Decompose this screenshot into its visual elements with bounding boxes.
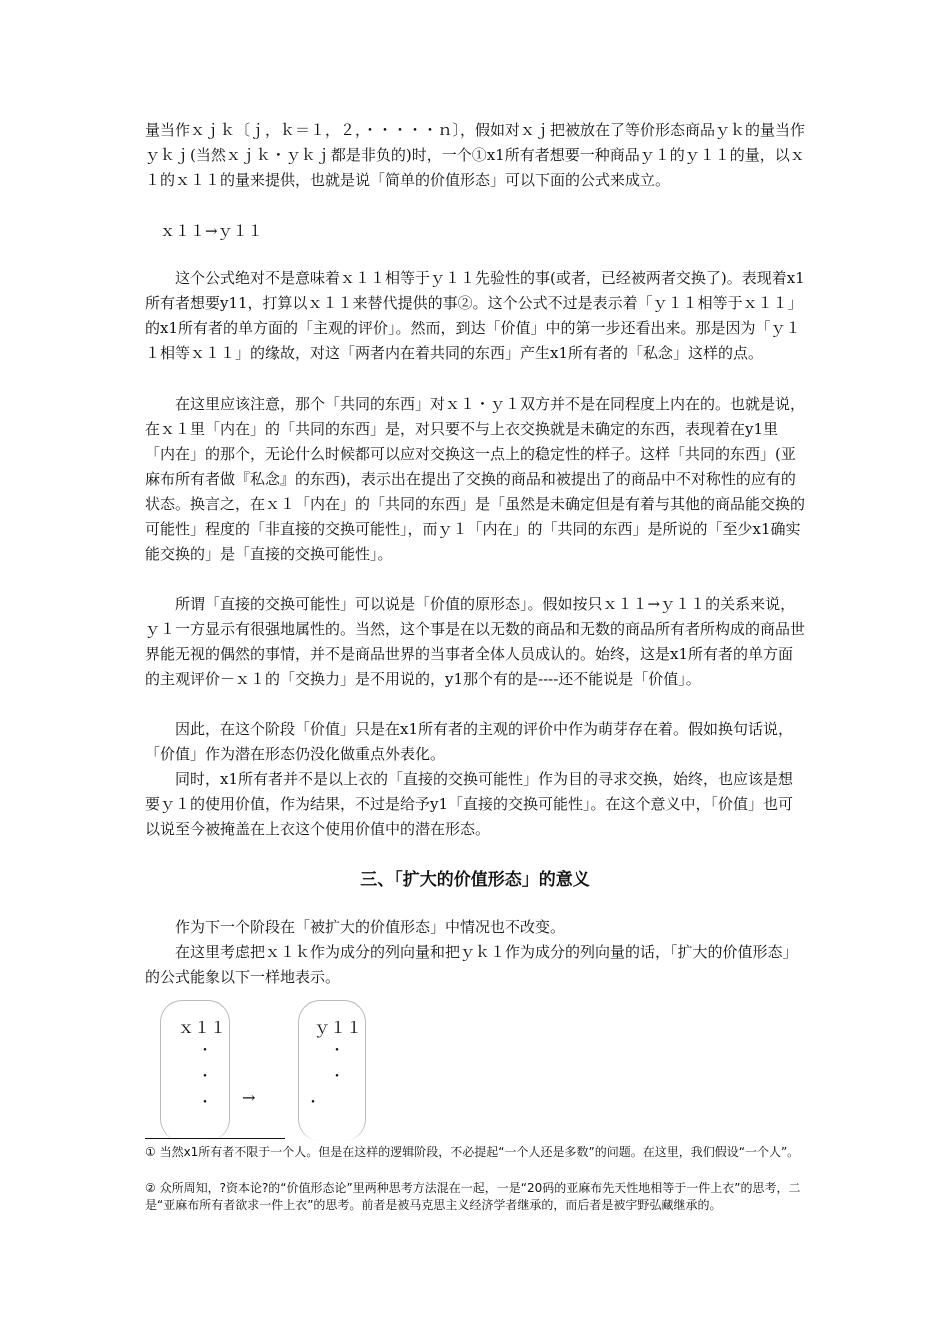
paragraph-value-germ: 因此，在这个阶段「价值」只是在x1所有者的主观的评价中作为萌芽存在着。假如换句话说，「价值」作为潜在形态仍没化做重点外表化。 (145, 720, 794, 763)
vector-dot: ・ (330, 1043, 344, 1059)
paragraph-column-vector: 在这里考虑把ｘ１ｋ作为成分的列向量和把ｙｋ１作为成分的列向量的话，「扩大的价值形态」的公式能象以下一样地表示。 (145, 943, 798, 986)
footnote-2: ② 众所周知，?资本论?的“价值形态论”里两种思考方法混在一起，一是“20码的亚麻布先天性地相等于一件上衣”的思考，二是“亚麻布所有者欲求一件上衣”的思考。前者是被马克思主义经济学者继承的，而后者是被宇野弘藏继承的。 (145, 1181, 801, 1212)
paragraph-direct-exchangeability: 所谓「直接的交换可能性」可以说是「价值的原形态」。假如按只ｘ１１→ｙ１１的关系来说，ｙ１一方显示有很强地属性的。当然，这个事是在以无数的商品和无数的商品所有者所构成的商品世界能无视的偶然的事情，并不是商品世界的当事者全体人员成认的。始终，这是x1所有者的单方面的主观评价－ｘ１的「交换力」是不用说的，y1那个有的是----还不能说是「价值」。 (145, 595, 806, 688)
footnote-1: ① 当然x1所有者不限于一个人。但是在这样的逻辑阶段，不必提起“一个人还是多数”的问题。在这里，我们假设“一个人”。 (145, 1145, 800, 1159)
paragraph-intro: 量当作ｘｊｋ〔ｊ，ｋ＝１，２，・・・・・ｎ〕，假如对ｘｊ把被放在了等价形态商品ｙｋ的量当作ｙｋｊ(当然ｘｊｋ・ｙｋｊ都是非负的)时，一个①x1所有者想要一种商品ｙ１的ｙ１１的量，以ｘ１的ｘ１１的量来提供，也就是说「简单的价值形态」可以下面的公式来成立。 (145, 121, 806, 189)
section-heading: 三、「扩大的价值形态」的意义 (360, 870, 590, 890)
vector-dot: ・ (198, 1095, 212, 1111)
paragraph-common-thing: 在这里应该注意，那个「共同的东西」对ｘ１・ｙ１双方并不是在同程度上内在的。也就是说，在ｘ１里「内在」的「共同的东西」是，对只要不与上衣交换就是未确定的东西，表现着在y1里「内在」的那个，无论什么时候都可以应对交换这一点上的稳定性的样子。这样「共同的东西」(亚麻布所有者做『私念』的东西)，表示出在提出了交换的商品和被提出了的商品中不对称性的应有的状态。换言之，在ｘ１「内在」的「共同的东西」是「虽然是未确定但是有着与其他的商品能交换的可能性」程度的「非直接的交换可能性」，而ｙ１「内在」的「共同的东西」是所说的「至少x1确实能交换的」是「直接的交换可能性」。 (145, 395, 806, 563)
paragraph-formula-meaning: 这个公式绝对不是意味着ｘ１１相等于ｙ１１先验性的事(或者，已经被两者交换了)。表现着x1所有者想要y11，打算以ｘ１１来替代提供的事②。这个公式不过是表示着「ｙ１１相等于ｘ１１」的x1所有者的单方面的「主观的评价」。然而，到达「价值」中的第一步还看出来。那是因为「ｙ１１相等ｘ１１」的缘故，对这「两者内在着共同的东西」产生x1所有者的「私念」这样的点。 (145, 269, 805, 362)
vector-dot: ・ (198, 1043, 212, 1059)
vector-dot: ・ (306, 1095, 320, 1111)
vector-dot: ・ (198, 1069, 212, 1085)
right-vector-label: ｙ１１ (314, 1018, 363, 1037)
vector-dot: ・ (330, 1069, 344, 1085)
paragraph-latent-form: 同时，x1所有者并不是以上衣的「直接的交换可能性」作为目的寻求交换，始终，也应该是想要ｙ１的使用价值，作为结果，不过是给予y1「直接的交换可能性」。在这个意义中，「价值」也可以说至今被掩盖在上衣这个使用价值中的潜在形态。 (145, 770, 794, 838)
formula-simple-value-form: ｘ１１→ｙ１１ (160, 222, 263, 240)
footnote-separator (145, 1138, 285, 1139)
left-vector-label: ｘ１１ (178, 1018, 227, 1037)
paragraph-next-stage: 作为下一个阶段在「被扩大的价值形态」中情况也不改变。 (175, 918, 566, 936)
vector-arrow: → (242, 1088, 256, 1107)
